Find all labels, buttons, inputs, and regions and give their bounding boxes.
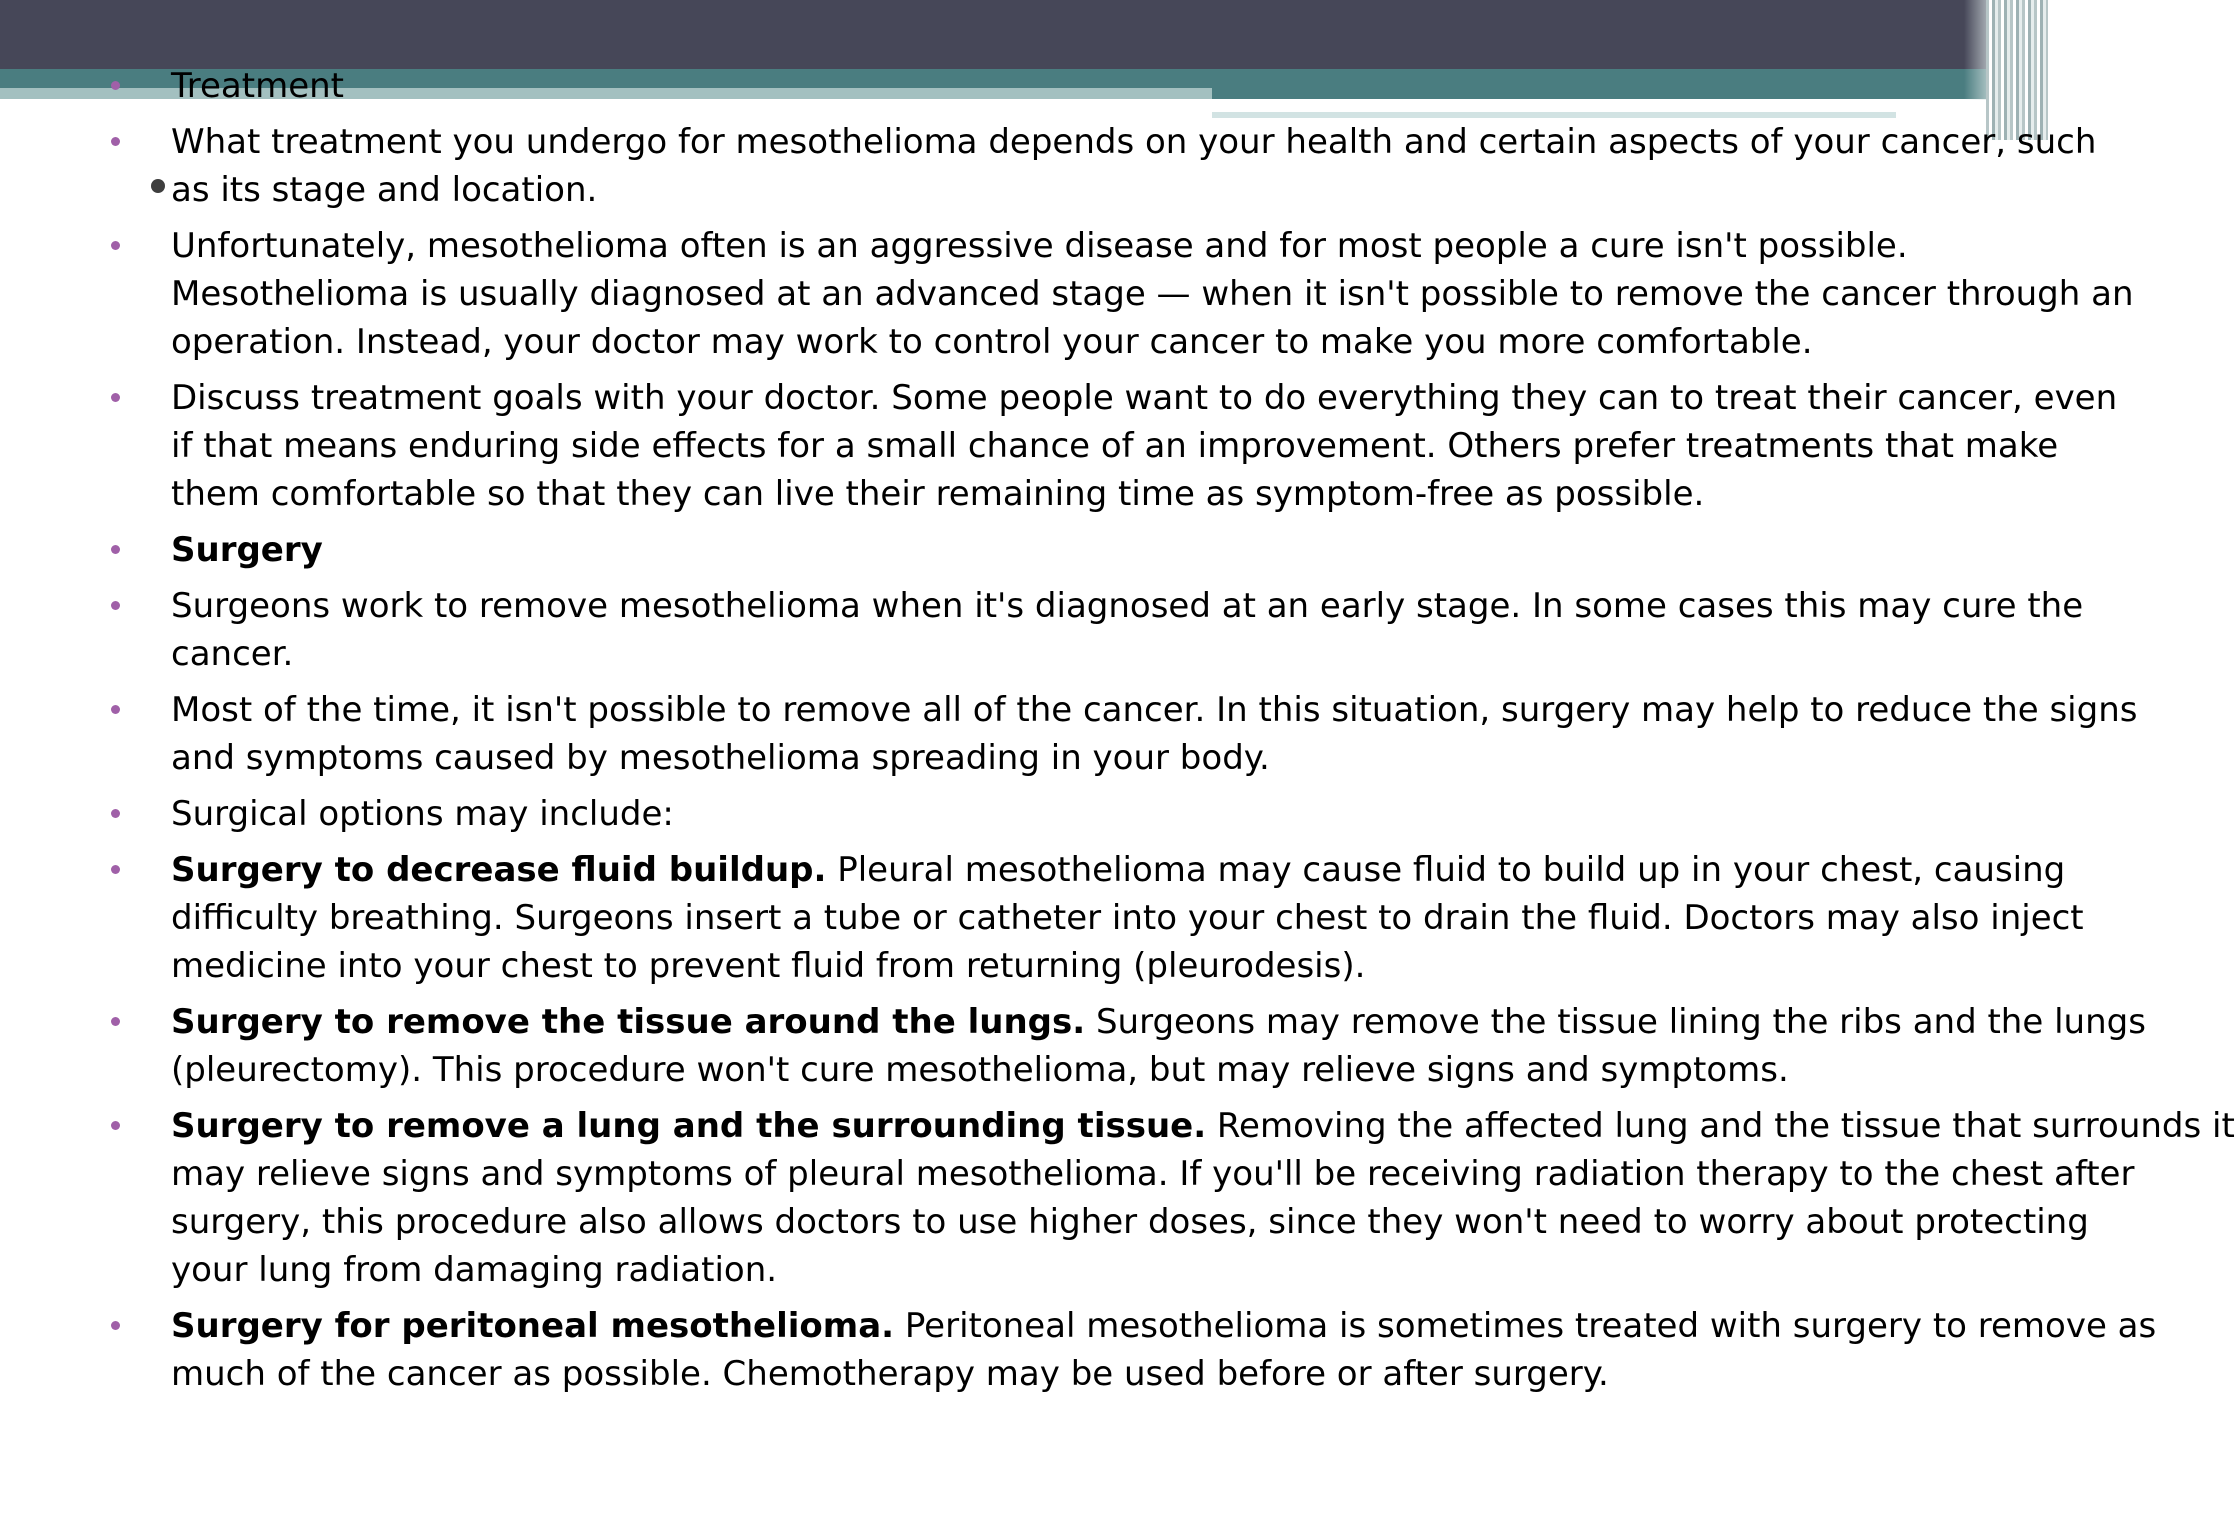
bullet-line: your lung from damaging radiation.: [171, 1250, 778, 1290]
bullet-line: Surgery to remove a lung and the surrounding tissue. Removing the affected lung and the tissue that surrounds it: [171, 1106, 2235, 1146]
bullet-line: Surgery to remove the tissue around the lungs. Surgeons may remove the tissue lining the ribs and the lungs: [171, 1002, 2146, 1042]
bullet-item-lung-removal: [171, 1102, 2235, 1294]
bullet-icon: [111, 81, 120, 90]
bullet-line: surgery, this procedure also allows doctors to use higher doses, since they won't need to worry about protecting: [171, 1202, 2089, 1242]
bullet-line: and symptoms caused by mesothelioma spreading in your body.: [171, 738, 1270, 778]
bullet-icon: [111, 865, 120, 874]
bullet-line: medicine into your chest to prevent fluid from returning (pleurodesis).: [171, 946, 1366, 986]
bullet-icon: [111, 705, 120, 714]
bullet-item-surgery-early: [171, 582, 2084, 678]
bullet-line: difficulty breathing. Surgeons insert a tube or catheter into your chest to drain the fluid. Doctors may also inject: [171, 898, 2084, 938]
bullet-line: Surgery for peritoneal mesothelioma. Peritoneal mesothelioma is sometimes treated with surgery to remove as: [171, 1306, 2157, 1346]
bullet-line: Unfortunately, mesothelioma often is an aggressive disease and for most people a cure isn't possible.: [171, 226, 1908, 266]
bullet-item-surgery-palliative: [171, 686, 2138, 782]
bullet-line: as its stage and location.: [171, 170, 598, 210]
bullet-icon: [111, 137, 120, 146]
bullet-item-treatment-goals: [171, 374, 2118, 518]
bullet-item-prognosis: [171, 222, 2134, 366]
bullet-icon: [111, 601, 120, 610]
stray-bullet-dot: [151, 179, 165, 193]
bullet-item-treatment-heading: [171, 62, 2031, 110]
bullet-icon: [111, 1017, 120, 1026]
bullet-line: operation. Instead, your doctor may work to control your cancer to make you more comfortable.: [171, 322, 1813, 362]
bullet-item-peritoneal: [171, 1302, 2157, 1398]
bullet-item-surgery-heading: [171, 526, 2031, 574]
bullet-line: Surgery to decrease fluid buildup. Pleural mesothelioma may cause fluid to build up in your chest, causing: [171, 850, 2066, 890]
bullet-line: Treatment: [171, 66, 345, 106]
bullet-line: What treatment you undergo for mesothelioma depends on your health and certain aspects of your cancer, such: [171, 122, 2097, 162]
bullet-line: may relieve signs and symptoms of pleural mesothelioma. If you'll be receiving radiation therapy to the chest after: [171, 1154, 2135, 1194]
bullet-icon: [111, 241, 120, 250]
bullet-line: (pleurectomy). This procedure won't cure mesothelioma, but may relieve signs and symptoms.: [171, 1050, 1789, 1090]
bullet-line: much of the cancer as possible. Chemotherapy may be used before or after surgery.: [171, 1354, 1609, 1394]
bullet-icon: [111, 393, 120, 402]
bullet-line: them comfortable so that they can live their remaining time as symptom-free as possible.: [171, 474, 1705, 514]
bullet-line: Discuss treatment goals with your doctor. Some people want to do everything they can to treat their cancer, even: [171, 378, 2118, 418]
bullet-line: Surgical options may include:: [171, 794, 674, 834]
bullet-item-pleurectomy: [171, 998, 2146, 1094]
bullet-line: Mesothelioma is usually diagnosed at an advanced stage — when it isn't possible to remove the cancer through an: [171, 274, 2134, 314]
bullet-line: if that means enduring side effects for a small chance of an improvement. Others prefer treatments that make: [171, 426, 2059, 466]
bullet-item-surgical-options: [171, 790, 2031, 838]
bullet-item-fluid-buildup: [171, 846, 2084, 990]
bullet-line: Most of the time, it isn't possible to remove all of the cancer. In this situation, surgery may help to reduce the signs: [171, 690, 2138, 730]
bullet-line: Surgeons work to remove mesothelioma when it's diagnosed at an early stage. In some cases this may cure the: [171, 586, 2084, 626]
bullet-icon: [111, 809, 120, 818]
bullet-line: Surgery: [171, 530, 323, 570]
bullet-line: cancer.: [171, 634, 294, 674]
bullet-icon: [111, 1321, 120, 1330]
bullet-item-treatment-intro: [171, 118, 2097, 214]
bullet-icon: [111, 1121, 120, 1130]
bullet-icon: [111, 545, 120, 554]
